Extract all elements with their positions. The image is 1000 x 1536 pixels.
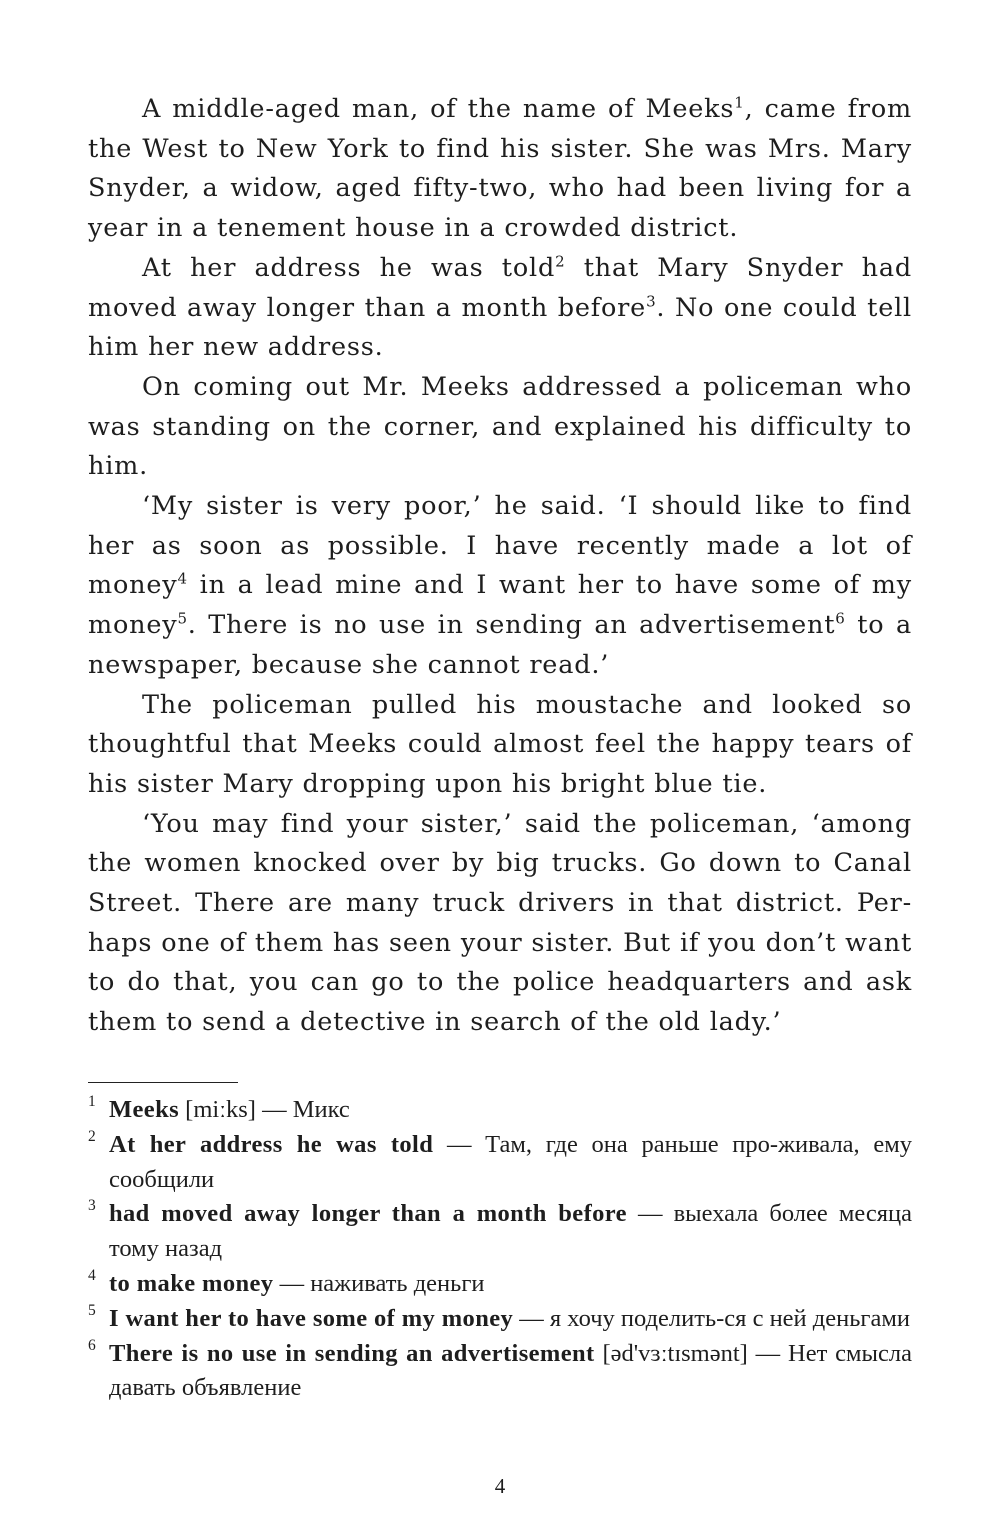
footnote-translation: — наживать деньги [273,1269,485,1297]
footnote-number: 5 [88,1301,96,1319]
footnote-translation: [əd'vɜːtɪsmənt] — Нет смысла давать объявление [109,1339,912,1402]
footnote-translation: — выехала более месяца тому назад [109,1200,912,1263]
footnote-number: 6 [88,1336,96,1354]
text-run: that Mary Snyder had moved away longer than a month before [88,252,912,323]
text-run: ‘My sister is very poor,’ he said. ‘I should like to find her as soon as possible. I have recently made a lot of money [88,491,912,601]
footnote-ref: 6 [835,609,846,628]
footnote-number: 4 [88,1266,96,1284]
footnote-term: had moved away longer than a month before [109,1200,627,1228]
footnote-term: At her address he was told [109,1130,434,1158]
footnote-term: I want her to have some of my money [109,1304,514,1332]
paragraph [88,90,912,249]
footnote-item [88,1302,912,1337]
footnote-translation: — я хочу поделить-ся с ней деньгами [513,1304,910,1332]
footnote-item [88,1337,912,1407]
footnote-term: to make money [109,1269,274,1297]
text-run: in a lead mine and I want her to have some of my money [88,570,912,641]
footnote-ref: 5 [177,609,188,628]
text-run: to a newspaper, because she cannot read.’ [88,610,912,680]
text-run: The policeman pulled his moustache and looked so thoughtful that Meeks could almost feel the happy tears of his sister Mary dropping upon his bright blue tie. [88,689,912,799]
text-run: A middle-aged man, of the name of Meeks [142,94,735,124]
footnote-divider [88,1082,238,1083]
footnote-number: 3 [88,1197,96,1215]
footnote-term: Meeks [109,1096,180,1123]
footnote-item [88,1197,912,1267]
footnotes [88,1093,912,1406]
footnote-ref: 3 [646,292,657,311]
paragraph [88,487,912,686]
footnote-term: There is no use in sending an advertisement [109,1339,595,1367]
paragraph [88,249,912,368]
text-run: At her address he was told [142,252,556,283]
page-number: 4 [494,1474,506,1498]
paragraph [88,686,912,805]
text-run: , came from the West to New York to find his sister. She was Mrs. Mary Snyder, a widow, aged fifty-two, who had been living for a year in a tenement house in a crowded district. [88,94,912,244]
footnote-translation: — Там, где она раньше про-живала, ему сообщили [109,1130,912,1193]
footnote-ref: 4 [177,569,188,588]
footnote-item [88,1128,912,1198]
text-run: ‘You may find your sister,’ said the policeman, ‘among the women knocked over by big trucks. Go down to Canal Street. There are many truck drivers in that district. Per-haps one of them has seen your sister. But if you don’t want to do that, you can go to the police headquarters and ask them to send a detective in search of the old lady.’ [88,808,912,1038]
footnote-item [88,1093,912,1128]
footnote-number: 2 [88,1127,96,1145]
text-run: . There is no use in sending an advertisement [187,610,836,641]
footnote-ref: 1 [734,93,745,112]
footnote-translation: [miːks] — Микс [179,1096,350,1123]
footnote-ref: 2 [555,252,566,271]
footnote-number: 1 [88,1093,96,1110]
text-run: On coming out Mr. Meeks addressed a policeman who was standing on the corner, and explained his difficulty to him. [88,371,912,482]
footnote-item [88,1267,912,1302]
paragraph [88,805,912,1043]
paragraph [88,368,912,487]
text-run: . No one could tell him her new address. [88,292,912,363]
story-text [88,90,912,1043]
